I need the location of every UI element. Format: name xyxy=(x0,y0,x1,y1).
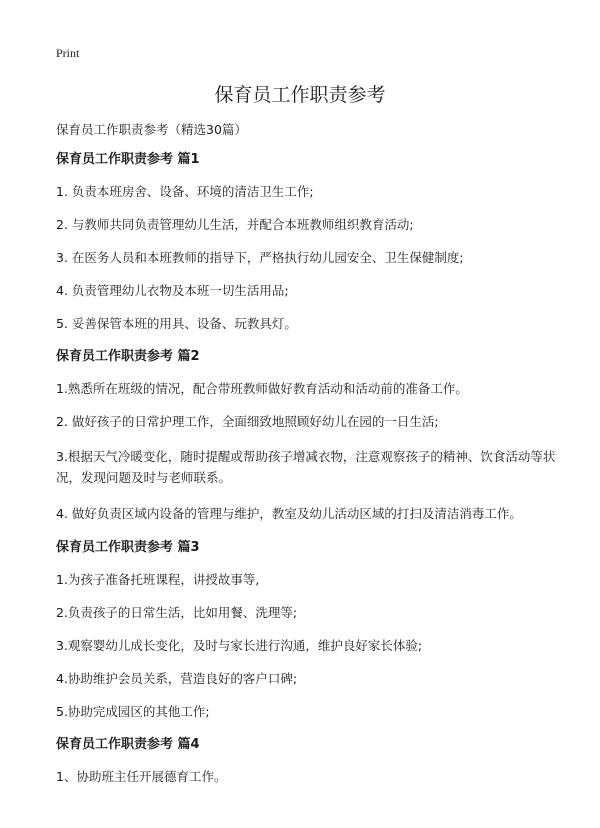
list-item: 1.熟悉所在班级的情况，配合带班教师做好教育活动和活动前的准备工作。 xyxy=(56,381,468,396)
list-item: 4.协助维护会员关系，营造良好的客户口碑; xyxy=(56,671,298,686)
list-item: 4. 做好负责区域内设备的管理与维护，教室及幼儿活动区域的打扫及清洁消毒工作。 xyxy=(56,506,522,521)
document-title: 保育员工作职责参考 xyxy=(214,84,386,106)
list-item: 5. 妥善保管本班的用具、设备、玩教具灯。 xyxy=(56,316,297,331)
list-item: 3.根据天气冷暖变化，随时提醒或帮助孩子增减衣物，注意观察孩子的精神、饮食活动等状况，发现问题及时与老师联系。 xyxy=(56,449,556,485)
document-subtitle: 保育员工作职责参考（精选30篇） xyxy=(56,122,247,137)
list-item: 2. 做好孩子的日常护理工作，全面细致地照顾好幼儿在园的一日生活; xyxy=(56,414,439,429)
list-item: 3. 在医务人员和本班教师的指导下，严格执行幼儿园安全、卫生保健制度; xyxy=(56,250,464,265)
section-heading: 保育员工作职责参考 篇2 xyxy=(56,349,200,364)
list-item: 3.观察婴幼儿成长变化，及时与家长进行沟通，维护良好家长体验; xyxy=(56,638,423,653)
section-heading: 保育员工作职责参考 篇3 xyxy=(56,540,200,555)
list-item: 4. 负责管理幼儿衣物及本班一切生活用品; xyxy=(56,283,289,298)
section-heading: 保育员工作职责参考 篇4 xyxy=(56,737,200,752)
print-label: Print xyxy=(56,46,80,60)
list-item: 1. 负责本班房舍、设备、环境的清洁卫生工作; xyxy=(56,184,314,199)
list-item: 2. 与教师共同负责管理幼儿生活，并配合本班教师组织教育活动; xyxy=(56,217,414,232)
list-item: 5.协助完成园区的其他工作; xyxy=(56,704,210,719)
section-3 xyxy=(56,539,556,721)
section-4 xyxy=(56,736,556,786)
section-1 xyxy=(56,151,556,333)
list-item: 1、协助班主任开展德育工作。 xyxy=(56,769,227,784)
document-body xyxy=(56,151,556,801)
list-item: 2.负责孩子的日常生活，比如用餐、洗理等; xyxy=(56,605,298,620)
section-2 xyxy=(56,348,556,524)
list-item: 1.为孩子准备托班课程，讲授故事等, xyxy=(56,572,260,587)
section-heading: 保育员工作职责参考 篇1 xyxy=(56,152,200,167)
